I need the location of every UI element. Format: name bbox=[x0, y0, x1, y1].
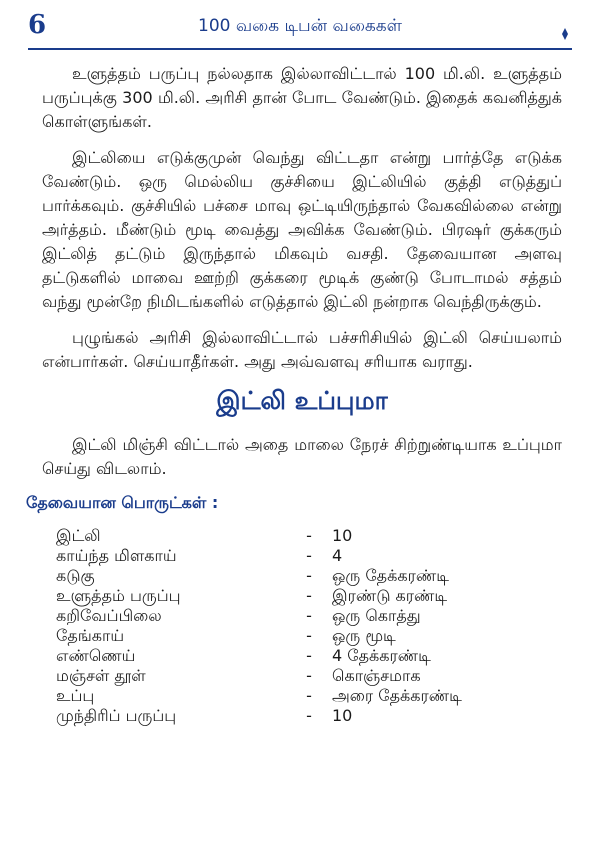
ingredient-row bbox=[42, 526, 562, 546]
ingredient-row bbox=[42, 606, 562, 626]
ingredient-quantity: 4 bbox=[332, 546, 343, 565]
ingredient-row bbox=[42, 646, 562, 666]
ingredient-row bbox=[42, 566, 562, 586]
recipe-title: இட்லி உப்புமா bbox=[216, 386, 388, 415]
ingredient-name: முந்திரிப் பருப்பு bbox=[56, 706, 177, 725]
ingredient-quantity: 10 bbox=[332, 526, 353, 545]
ingredients-heading: தேவையான பொருட்கள் : bbox=[26, 493, 219, 512]
ingredient-name: இட்லி bbox=[56, 526, 101, 545]
ingredient-row bbox=[42, 586, 562, 606]
ingredient-quantity: ஒரு தேக்கரண்டி bbox=[332, 566, 449, 585]
ingredient-quantity: அரை தேக்கரண்டி bbox=[332, 686, 462, 705]
ingredient-dash: - bbox=[306, 586, 312, 605]
ingredient-row bbox=[42, 686, 562, 706]
ingredient-quantity: 10 bbox=[332, 706, 353, 725]
ingredient-row bbox=[42, 626, 562, 646]
paragraph-idli-cooking: இட்லியை எடுக்குமுன் வெந்து விட்டதா என்று பார்த்தே எடுக்க வேண்டும். ஒரு மெல்லிய குச்சியை இட்லியில் குத்தி எடுத்துப் பார்க்கவும். குச்சியில் பச்சை மாவு ஒட்டியிருந்தால் வேகவில்லை என்று அர்த்தம். மீண்டும் மூடி வைத்து அவிக்க வேண்டும். பிரஷர் குக்கரும் இட்லித் தட்டும் இருந்தால் மிகவும் வசதி. தேவையான அளவு தட்டுகளில் மாவை ஊற்றி குக்கரை மூடிக் குண்டு போடாமல் சத்தம் வந்து மூன்றே நிமிடங்களில் எடுத்தால் இட்லி நன்றாக வெந்திருக்கும். bbox=[42, 148, 562, 311]
page-body bbox=[26, 62, 562, 726]
ingredient-dash: - bbox=[306, 606, 312, 625]
ingredient-row bbox=[42, 546, 562, 566]
ingredient-row bbox=[42, 706, 562, 726]
ingredients-table bbox=[42, 526, 562, 726]
ingredient-dash: - bbox=[306, 666, 312, 685]
ingredient-dash: - bbox=[306, 526, 312, 545]
ingredient-name: கடுகு bbox=[56, 566, 95, 585]
ingredient-quantity: 4 தேக்கரண்டி bbox=[332, 646, 431, 665]
ingredient-row bbox=[42, 666, 562, 686]
header-rule bbox=[28, 48, 572, 50]
page-number: 6 bbox=[28, 10, 47, 40]
ingredient-dash: - bbox=[306, 626, 312, 645]
ingredient-dash: - bbox=[306, 546, 312, 565]
ingredient-quantity: இரண்டு கரண்டி bbox=[332, 586, 448, 605]
running-title: 100 வகை டிபன் வகைகள் bbox=[198, 16, 402, 36]
ingredient-name: கறிவேப்பிலை bbox=[56, 606, 162, 625]
ingredient-name: மஞ்சள் தூள் bbox=[56, 666, 146, 685]
ingredient-name: உப்பு bbox=[56, 686, 95, 705]
recipe-intro: இட்லி மிஞ்சி விட்டால் அதை மாலை நேரச் சிற்றுண்டியாக உப்புமா செய்து விடலாம். bbox=[42, 435, 562, 478]
ingredient-name: எண்ணெய் bbox=[56, 646, 136, 665]
ingredient-dash: - bbox=[306, 706, 312, 725]
paragraph-raw-rice: புழுங்கல் அரிசி இல்லாவிட்டால் பச்சரிசியில் இட்லி செய்யலாம் என்பார்கள். செய்யாதீர்கள். அது அவ்வளவு சரியாக வராது. bbox=[42, 328, 562, 371]
ingredient-dash: - bbox=[306, 566, 312, 585]
page-header bbox=[28, 10, 572, 50]
ingredient-name: உளுத்தம் பருப்பு bbox=[56, 586, 181, 605]
ingredient-quantity: ஒரு கொத்து bbox=[332, 606, 421, 625]
ingredient-dash: - bbox=[306, 686, 312, 705]
ingredient-dash: - bbox=[306, 646, 312, 665]
ingredient-name: தேங்காய் bbox=[56, 626, 125, 645]
ingredient-name: காய்ந்த மிளகாய் bbox=[56, 546, 177, 565]
ingredient-quantity: கொஞ்சமாக bbox=[332, 666, 421, 685]
ingredient-quantity: ஒரு மூடி bbox=[332, 626, 396, 645]
paragraph-urad-dal: உளுத்தம் பருப்பு நல்லதாக இல்லாவிட்டால் 100 மி.லி. உளுத்தம் பருப்புக்கு 300 மி.லி. அரிசி தான் போட வேண்டும். இதைக் கவனித்துக் கொள்ளுங்கள். bbox=[42, 64, 562, 131]
